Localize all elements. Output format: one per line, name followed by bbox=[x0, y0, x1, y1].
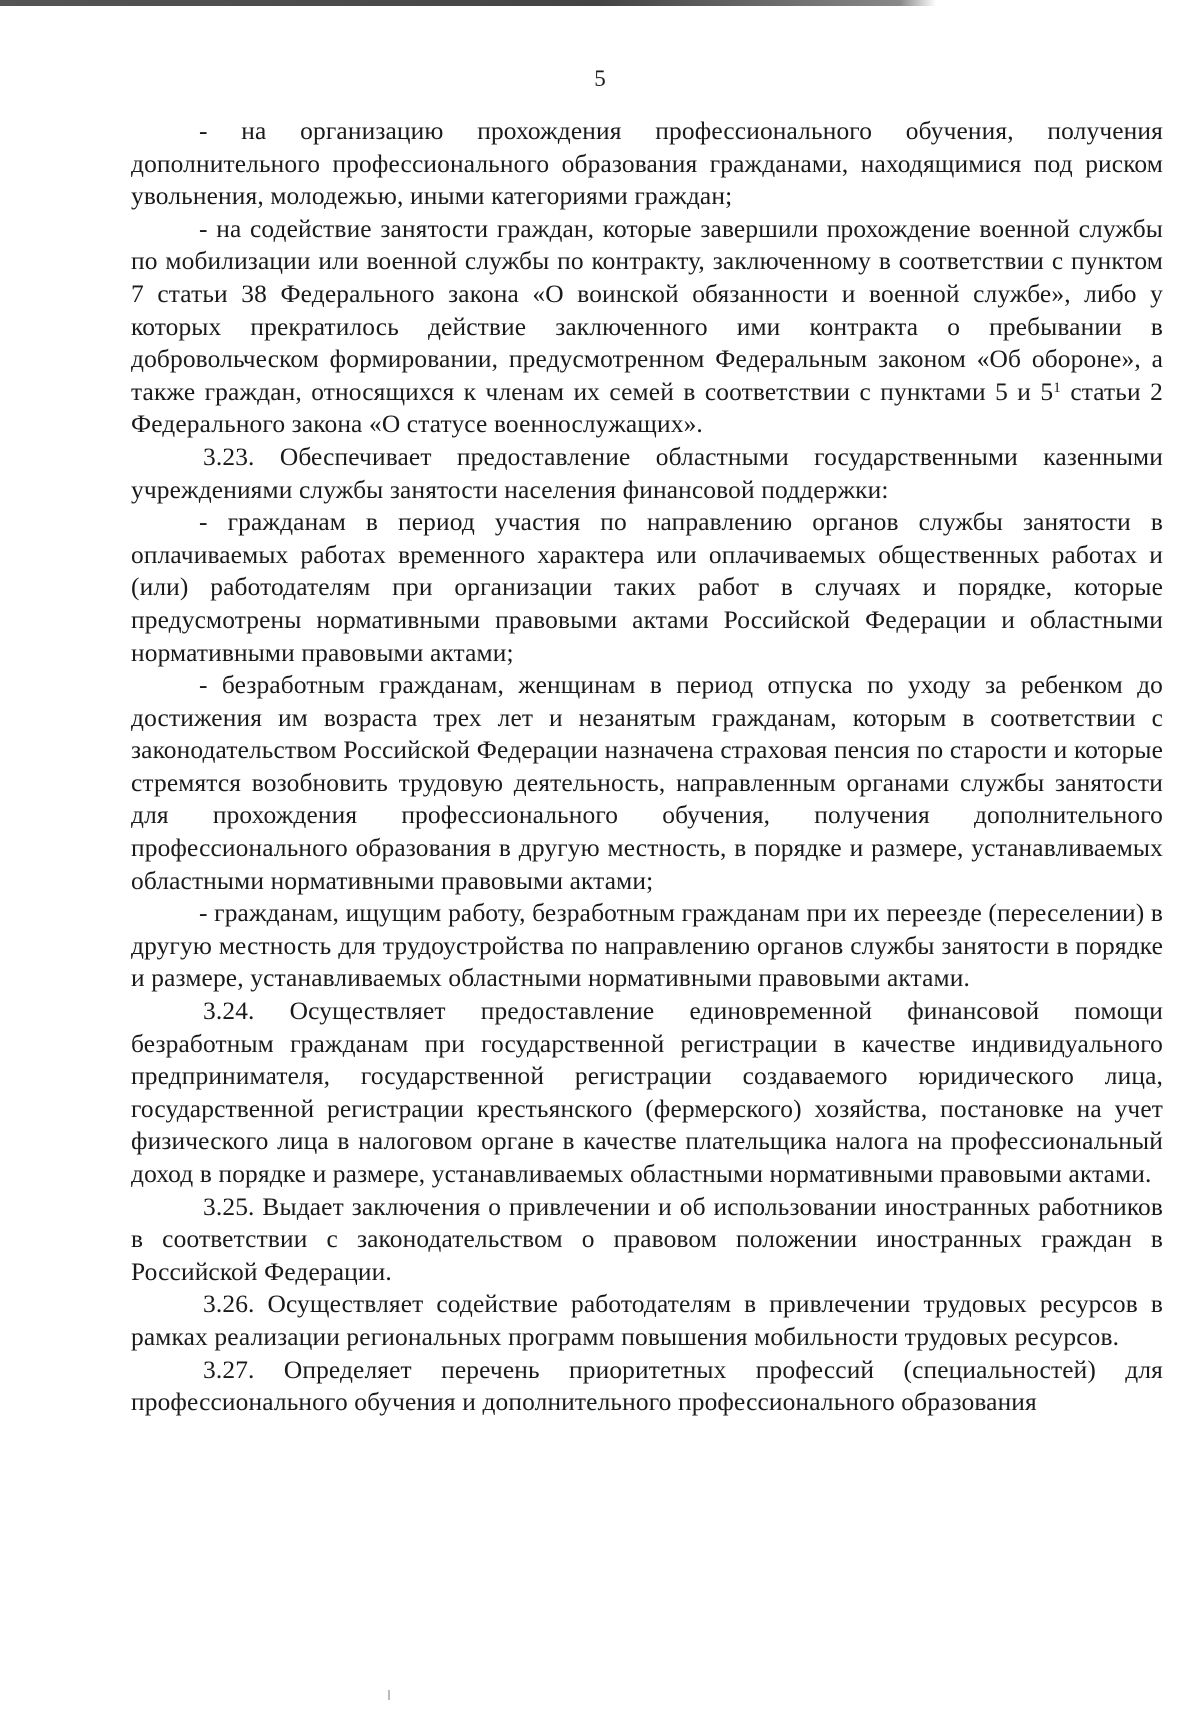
paragraph-unemployed-women-pensioners: - безработным гражданам, женщинам в период отпуска по уходу за ребенком до достижения им возраста трех лет и незанятым гражданам, которым в соответствии с законодательством Российской Федерации назначена страховая пенсия по старости и которые стремятся возобновить трудовую деятельность, направленным органами службы занятости для прохождения профессионального обучения, получения дополнительного профессионального образования в другую местность, в порядке и размере, устанавливаемых областными нормативными правовыми актами; bbox=[131, 671, 1163, 895]
paragraph-3-24: 3.24. Осуществляет предоставление единовременной финансовой помощи безработным гражданам при государственной регистрации в качестве индивидуального предпринимателя, государственной регистрации создаваемого юридического лица, государственной регистрации крестьянского (фермерского) хозяйства, постановке на учет физического лица в налоговом органе в качестве плательщика налога на профессиональный доход в порядке и размере, устанавливаемых областными нормативными правовыми актами. bbox=[131, 997, 1163, 1188]
scan-artifact bbox=[388, 1690, 390, 1700]
document-body bbox=[131, 115, 1163, 1419]
scan-edge-top bbox=[0, 0, 1200, 6]
paragraph-3-25: 3.25. Выдает заключения о привлечении и об использовании иностранных работников в соответствии с законодательством о правовом положении иностранных граждан в Российской Федерации. bbox=[131, 1192, 1163, 1286]
paragraph-3-27: 3.27. Определяет перечень приоритетных профессий (специальностей) для профессионального обучения и дополнительного профессионального образования bbox=[131, 1355, 1163, 1417]
paragraph-3-26: 3.26. Осуществляет содействие работодателям в привлечении трудовых ресурсов в рамках реализации региональных программ повышения мобильности трудовых ресурсов. bbox=[131, 1290, 1163, 1351]
paragraph-military-text-after: статьи 2 Федерального закона «О статусе военнослужащих». bbox=[131, 377, 1164, 439]
paragraph-3-23: 3.23. Обеспечивает предоставление областными государственными казенными учреждениями службы занятости населения финансовой поддержки: bbox=[131, 442, 1163, 504]
superscript-footnote: 1 bbox=[1053, 379, 1061, 396]
paragraph-paid-works: - гражданам в период участия по направлению органов службы занятости в оплачиваемых работах временного характера или оплачиваемых общественных работах и (или) работодателям при организации таких работ в случаях и порядке, которые предусмотрены нормативными правовыми актами Российской Федерации и областными нормативными правовыми актами; bbox=[131, 508, 1163, 667]
paragraph-relocation: - гражданам, ищущим работу, безработным гражданам при их переезде (переселении) в другую местность для трудоустройства по направлению органов службы занятости в порядке и размере, устанавливаемых областными нормативными правовыми актами. bbox=[131, 899, 1163, 993]
paragraph-training: - на организацию прохождения профессионального обучения, получения дополнительного профессионального образования гражданами, находящимися под риском увольнения, молодежью, иными категориями граждан; bbox=[131, 117, 1163, 211]
paragraph-military-text-before: - на содействие занятости граждан, которые завершили прохождение военной службы по мобилизации или военной службы по контракту, заключенному в соответствии с пунктом 7 статьи 38 Федерального закона «О воинской обязанности и военной службе», либо у которых прекратилось действие заключенного ими контракта о пребывании в добровольческом формировании, предусмотренном Федеральным законом «Об обороне», а также граждан, относящихся к членам их семей в соответствии с пунктами 5 и 5 bbox=[131, 214, 1163, 406]
paragraph-military-employment bbox=[131, 213, 1163, 441]
page-number: 5 bbox=[594, 66, 606, 91]
